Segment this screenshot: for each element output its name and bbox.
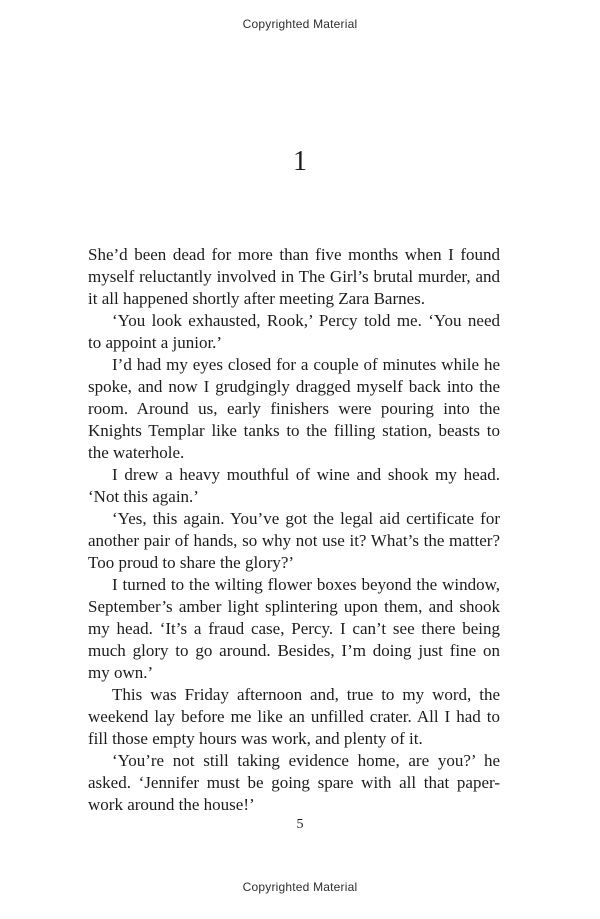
- page-number: 5: [296, 817, 304, 832]
- body-paragraph: I turned to the wilting flower boxes beyond the window, September’s amber light splintering upon them, and shook my head. ‘It’s a fraud case, Percy. I can’t see there being much glory to go around. Besides, I’m doing just fine on my own.’: [88, 575, 500, 682]
- body-paragraph: I’d had my eyes closed for a couple of minutes while he spoke, and now I grudgingly dragged myself back into the room. Around us, early finishers were pouring into the Knights Templar like tanks to the filling station, beasts to the waterhole.: [88, 355, 500, 462]
- body-paragraph: ‘Yes, this again. You’ve got the legal aid certificate for another pair of hands, so why not use it? What’s the matter? Too proud to share the glory?’: [88, 509, 500, 572]
- body-paragraph: She’d been dead for more than five months when I found myself reluctantly involved in The Girl’s brutal murder, and it all happened shortly after meeting Zara Barnes.: [88, 245, 500, 308]
- chapter-number: 1: [293, 146, 307, 177]
- body-paragraph: This was Friday afternoon and, true to my word, the weekend lay before me like an unfilled crater. All I had to fill those empty hours was work, and plenty of it.: [88, 685, 500, 748]
- copyright-notice-top: Copyrighted Material: [242, 17, 358, 31]
- body-paragraph: ‘You look exhausted, Rook,’ Percy told me. ‘You need to appoint a junior.’: [88, 311, 500, 352]
- copyright-notice-bottom: Copyrighted Material: [242, 880, 358, 894]
- body-paragraph: ‘You’re not still taking evidence home, are you?’ he asked. ‘Jennifer must be going spare with all that paper-work around the house!’: [88, 751, 500, 814]
- body-paragraph: I drew a heavy mouthful of wine and shook my head. ‘Not this again.’: [88, 465, 500, 506]
- page-body: [88, 244, 500, 816]
